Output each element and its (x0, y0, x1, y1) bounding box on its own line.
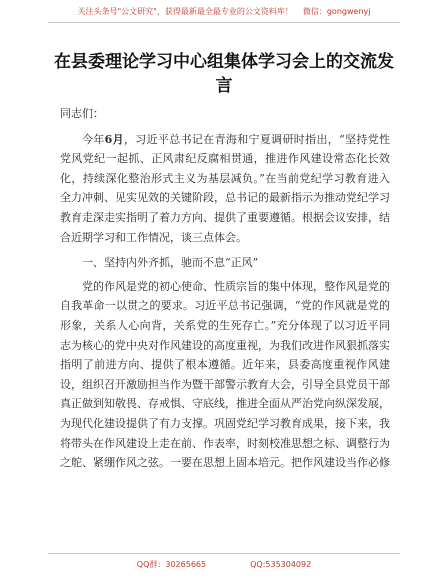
document-title: 在县委理论学习中心组集体学习会上的交流发言 (54, 52, 394, 96)
paragraph-2: 党的作风是党的初心使命、性质宗旨的集中体现，整作风是党的自我革命一以贯之的要求。习近平总书记强调，“党的作风就是党的形象，关系人心向背，关系党的生死存亡。”充分体现了以习近平同志为核心的党中央对作风建设的高度重视，为我们改进作风狠抓落实指明了前进方向、提供了根本遵循。近年来，县委高度重视作风建设，组织召开激励担当作为暨干部警示教育大会，引导全县党员干部真正做到知敬畏、存戒惧、守底线，推进全面从严治党向纵深发展，为现代化建设提供了有力支撑。巩固党纪学习教育成果，接下来，我将带头在作风建设上走在前、作表率，时刻校准思想之标、调整行为之舵、紧绷作风之弦。一要在思想上固本培元。把作风建设当作必修 (60, 279, 390, 470)
document-body (60, 104, 390, 473)
top-banner (0, 6, 448, 18)
salutation: 同志们： (60, 107, 104, 120)
paragraph-1 (60, 130, 390, 248)
wechat-id: 微信：gongwenyj (302, 7, 371, 16)
qq-group: QQ群：30265665 (136, 560, 207, 569)
date-highlight: 6月 (104, 132, 124, 146)
qq-number: QQ:535304092 (250, 560, 312, 569)
banner-divider (48, 22, 400, 23)
footer-contacts (0, 559, 448, 570)
section-heading-1: 一、坚持内外齐抓，驰而不息“正风” (82, 256, 259, 270)
paragraph-1-lead: 今年 (82, 132, 105, 146)
paragraph-1-text: ，习近平总书记在青海和宁夏调研时指出，“坚持党性党风党纪一起抓、正风肃纪反腐相贯通，推进作风建设常态化长效化，持续深化整治形式主义为基层减负。”在当前党纪学习教育进入全力冲刺、见实见效的关键阶段，总书记的最新指示为推动党纪学习教育走深走实指明了着力方向、提供了重要遵循。根据会议安排，结合近期学习和工作情况，谈三点体会。 (60, 132, 391, 244)
banner-text: 关注头条号"公文研究"，获得最新最全最专业的公文资料库！ (77, 7, 293, 16)
footer-divider (48, 553, 400, 554)
